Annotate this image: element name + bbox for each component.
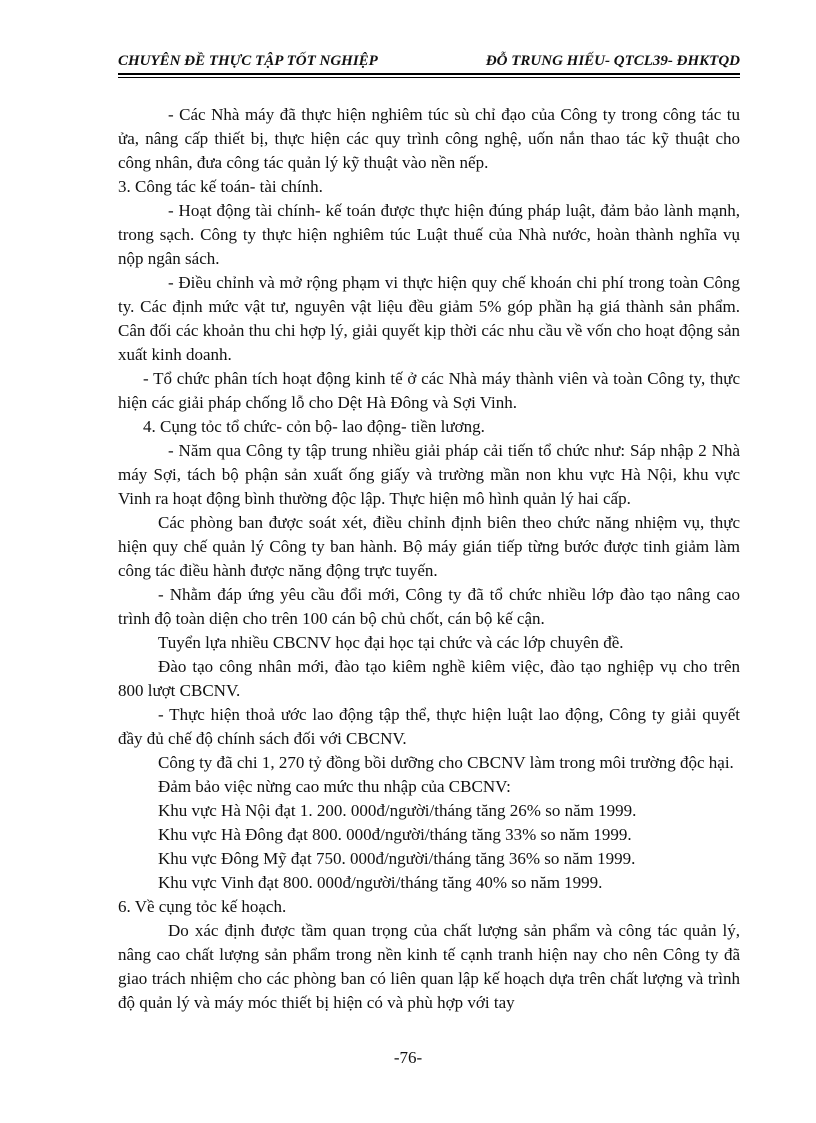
page-number: -76- xyxy=(393,1048,423,1067)
income-line: Khu vực Đông Mỹ đạt 750. 000đ/người/tháng tăng 36% so năm 1999. xyxy=(158,849,636,868)
header-rule-thin xyxy=(118,77,740,78)
paragraph: Đào tạo công nhân mới, đào tạo kiêm nghề kiêm việc, đào tạo nghiệp vụ cho trên 800 lượt CBCNV. xyxy=(118,657,740,700)
paragraph: - Tổ chức phân tích hoạt động kinh tế ở các Nhà máy thành viên và toàn Công ty, thực hiện các giải pháp chống lỗ cho Dệt Hà Đông và Sợi Vinh. xyxy=(118,369,740,412)
paragraph: - Các Nhà máy đã thực hiện nghiêm túc sù chỉ đạo của Công ty trong công tác tu ửa, nâng cấp thiết bị, thực hiện các quy trình công nghệ, uốn nắn thao tác kỹ thuật cho công nhân, đưa công tác quản lý kỹ thuật vào nền nếp. xyxy=(118,105,740,172)
income-line: Khu vực Hà Đông đạt 800. 000đ/người/tháng tăng 33% so năm 1999. xyxy=(158,825,632,844)
paragraph: - Hoạt động tài chính- kế toán được thực hiện đúng pháp luật, đảm bảo lành mạnh, trong sạch. Công ty thực hiện nghiêm túc Luật thuế của Nhà nước, hoàn thành nghĩa vụ nộp ngân sách. xyxy=(118,201,740,268)
paragraph: - Thực hiện thoả ước lao động tập thể, thực hiện luật lao động, Công ty giải quyết đầy đủ chế độ chính sách đối với CBCNV. xyxy=(118,705,740,748)
header-title-right: ĐỖ TRUNG HIẾU- QTCL39- ĐHKTQD xyxy=(485,53,740,69)
header-title-left: CHUYÊN ĐỀ THỰC TẬP TỐT NGHIỆP xyxy=(118,53,378,69)
section-heading: 6. Về cụng tỏc kế hoạch. xyxy=(118,897,287,916)
paragraph: Các phòng ban được soát xét, điều chỉnh định biên theo chức năng nhiệm vụ, thực hiện quy chế quản lý Công ty ban hành. Bộ máy gián tiếp từng bước được tinh giảm làm công tác điều hành được năng động trực tuyến. xyxy=(118,513,740,580)
income-line: Khu vực Vinh đạt 800. 000đ/người/tháng tăng 40% so năm 1999. xyxy=(158,873,603,892)
paragraph: - Năm qua Công ty tập trung nhiều giải pháp cải tiến tổ chức như: Sáp nhập 2 Nhà máy Sợi, tách bộ phận sản xuất ống giấy và trường mần non khu vực Hà Nội, khu vực Vinh ra hoạt động bình thường độc lập. Thực hiện mô hình quản lý hai cấp. xyxy=(118,441,740,508)
paragraph: - Điều chỉnh và mở rộng phạm vi thực hiện quy chế khoán chi phí trong toàn Công ty. Các định mức vật tư, nguyên vật liệu đều giảm 5% góp phần hạ giá thành sản phẩm. Cân đối các khoản thu chi hợp lý, giải quyết kịp thời các nhu cầu về vốn cho hoạt động sản xuất kinh doanh. xyxy=(118,273,740,364)
paragraph: - Nhằm đáp ứng yêu cầu đổi mới, Công ty đã tổ chức nhiều lớp đào tạo nâng cao trình độ toàn diện cho trên 100 cán bộ chủ chốt, cán bộ kế cận. xyxy=(118,585,740,628)
paragraph: Đảm bảo việc nừng cao mức thu nhập của CBCNV: xyxy=(158,777,511,796)
paragraph: Do xác định được tầm quan trọng của chất lượng sản phẩm và công tác quản lý, nâng cao chất lượng sản phẩm trong nền kinh tế cạnh tranh hiện nay cho nên Công ty đã giao trách nhiệm cho các phòng ban có liên quan lập kế hoạch dựa trên chất lượng và trình độ quản lý và máy móc thiết bị hiện có và phù hợp với tay xyxy=(118,921,740,1012)
section-heading: 3. Công tác kế toán- tài chính. xyxy=(118,177,323,196)
document-body xyxy=(118,103,740,1015)
income-line: Khu vực Hà Nội đạt 1. 200. 000đ/người/tháng tăng 26% so năm 1999. xyxy=(158,801,637,820)
header-rule-thick xyxy=(118,73,740,75)
section-heading: 4. Cụng tỏc tổ chức- cỏn bộ- lao động- tiền lương. xyxy=(143,417,485,436)
paragraph: Công ty đã chi 1, 270 tỷ đồng bồi dưỡng cho CBCNV làm trong môi trường độc hại. xyxy=(158,753,734,772)
paragraph: Tuyển lựa nhiều CBCNV học đại học tại chức và các lớp chuyên đề. xyxy=(158,633,624,652)
